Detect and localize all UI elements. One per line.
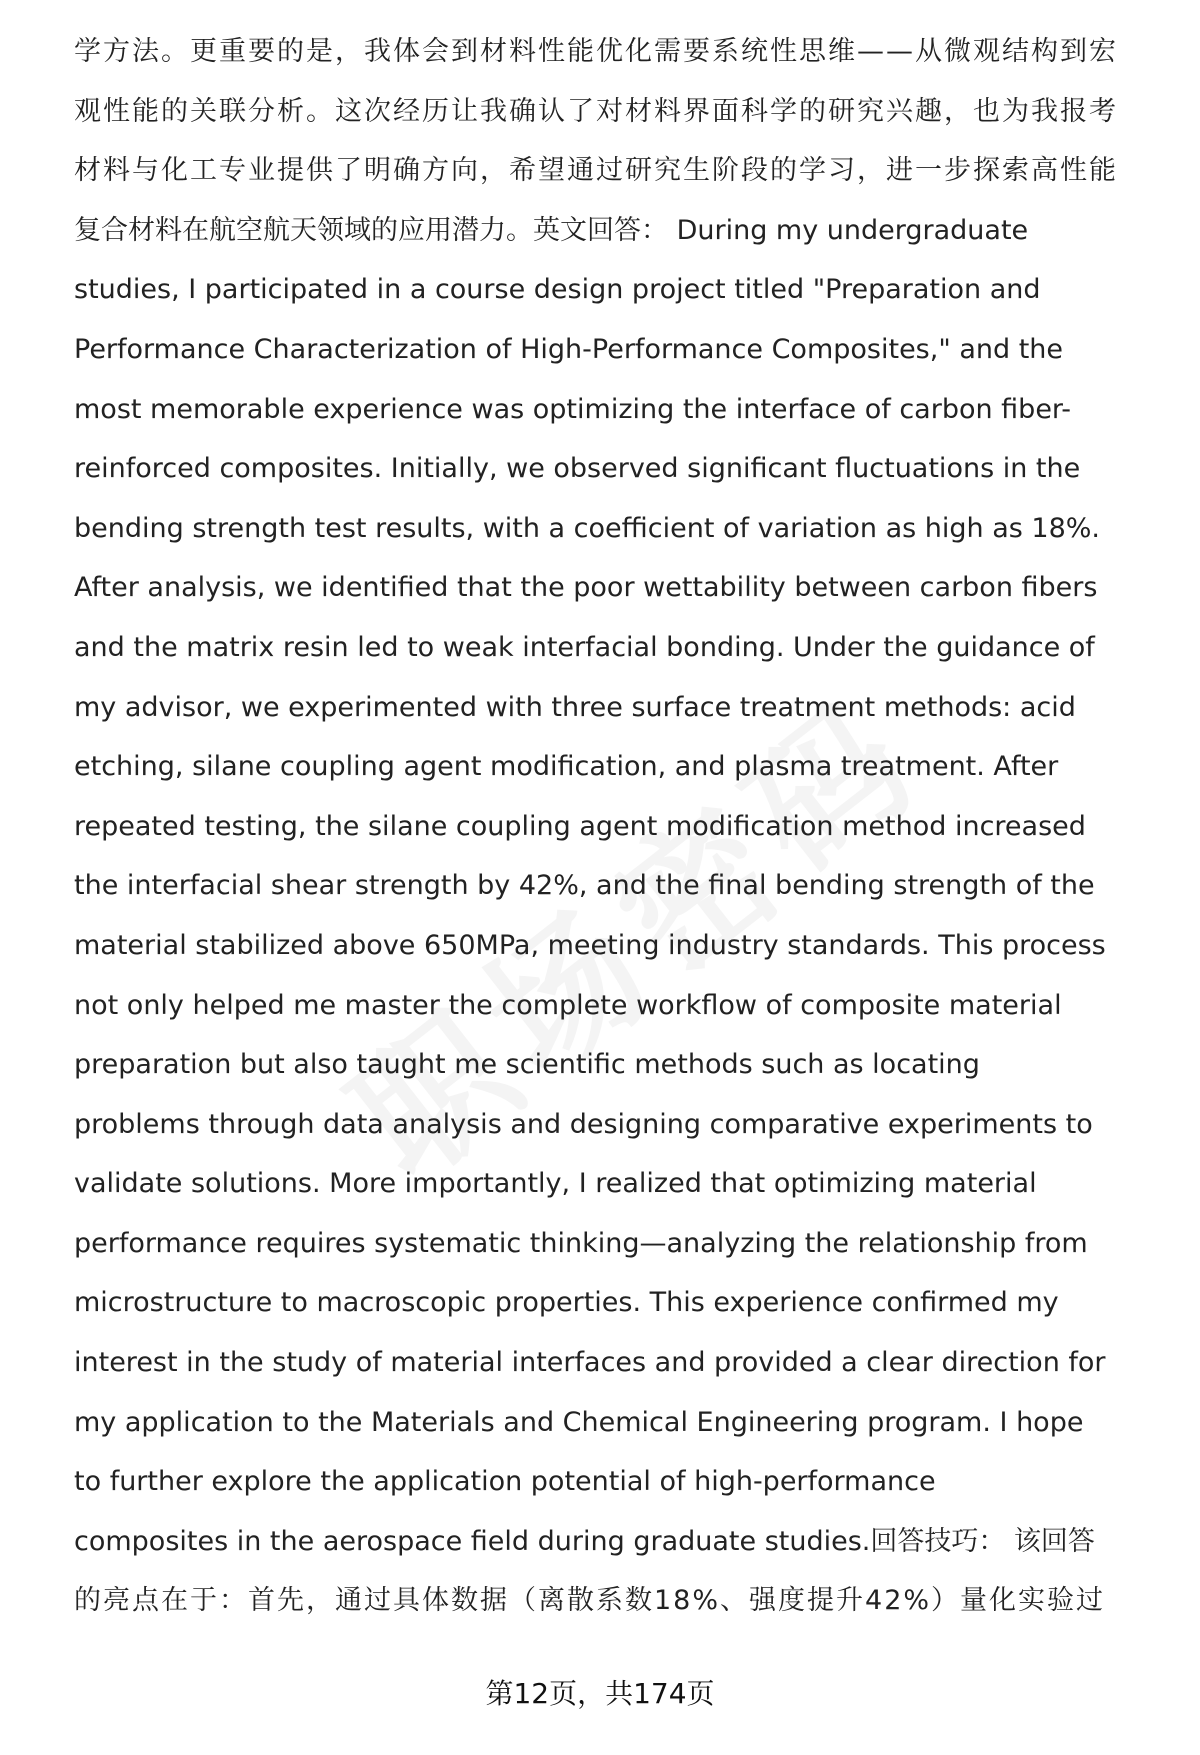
text-line-22: microstructure to macroscopic properties. This experience confirmed my (74, 1287, 1059, 1319)
text-line-25: to further explore the application potential of high-performance (74, 1466, 936, 1498)
text-line-8: reinforced composites. Initially, we observed significant fluctuations in the (74, 453, 1081, 485)
text-line-26: composites in the aerospace field during graduate studies.回答技巧： 该回答 (74, 1525, 1095, 1557)
text-line-12: my advisor, we experimented with three surface treatment methods: acid (74, 691, 1076, 723)
body-text (74, 22, 1154, 1631)
text-line-10: After analysis, we identified that the poor wettability between carbon fibers (74, 572, 1098, 604)
text-line-4: 复合材料在航空航天领域的应用潜力。英文回答： During my undergraduate (74, 214, 1029, 246)
text-line-20: validate solutions. More importantly, I realized that optimizing material (74, 1168, 1037, 1200)
text-line-21: performance requires systematic thinking—analyzing the relationship from (74, 1227, 1088, 1259)
text-line-24: my application to the Materials and Chemical Engineering program. I hope (74, 1406, 1084, 1438)
text-line-3: 材料与化工专业提供了明确方向，希望通过研究生阶段的学习，进一步探索高性能 (74, 155, 1118, 187)
text-line-11: and the matrix resin led to weak interfacial bonding. Under the guidance of (74, 631, 1095, 663)
text-line-2: 观性能的关联分析。这次经历让我确认了对材料界面科学的研究兴趣，也为我报考 (74, 95, 1118, 127)
text-line-14: repeated testing, the silane coupling agent modification method increased (74, 810, 1086, 842)
text-line-6: Performance Characterization of High-Performance Composites," and the (74, 333, 1064, 365)
text-line-1: 学方法。更重要的是，我体会到材料性能优化需要系统性思维——从微观结构到宏 (74, 36, 1118, 67)
text-line-27: 的亮点在于：首先，通过具体数据（离散系数18%、强度提升42%）量化实验过 (74, 1585, 1106, 1617)
text-line-17: not only helped me master the complete workflow of composite material (74, 989, 1062, 1021)
text-line-9: bending strength test results, with a coefficient of variation as high as 18%. (74, 512, 1101, 544)
text-line-7: most memorable experience was optimizing the interface of carbon fiber- (74, 393, 1072, 425)
text-line-18: preparation but also taught me scientific methods such as locating (74, 1049, 980, 1081)
text-line-15: the interfacial shear strength by 42%, and the final bending strength of the (74, 870, 1095, 902)
text-line-13: etching, silane coupling agent modification, and plasma treatment. After (74, 751, 1059, 783)
text-line-16: material stabilized above 650MPa, meeting industry standards. This process (74, 929, 1106, 961)
text-line-19: problems through data analysis and designing comparative experiments to (74, 1108, 1093, 1140)
text-line-5: studies, I participated in a course design project titled "Preparation and (74, 274, 1041, 306)
text-line-23: interest in the study of material interfaces and provided a clear direction for (74, 1347, 1106, 1379)
page-number-footer: 第12页，共174页 (485, 1677, 715, 1710)
